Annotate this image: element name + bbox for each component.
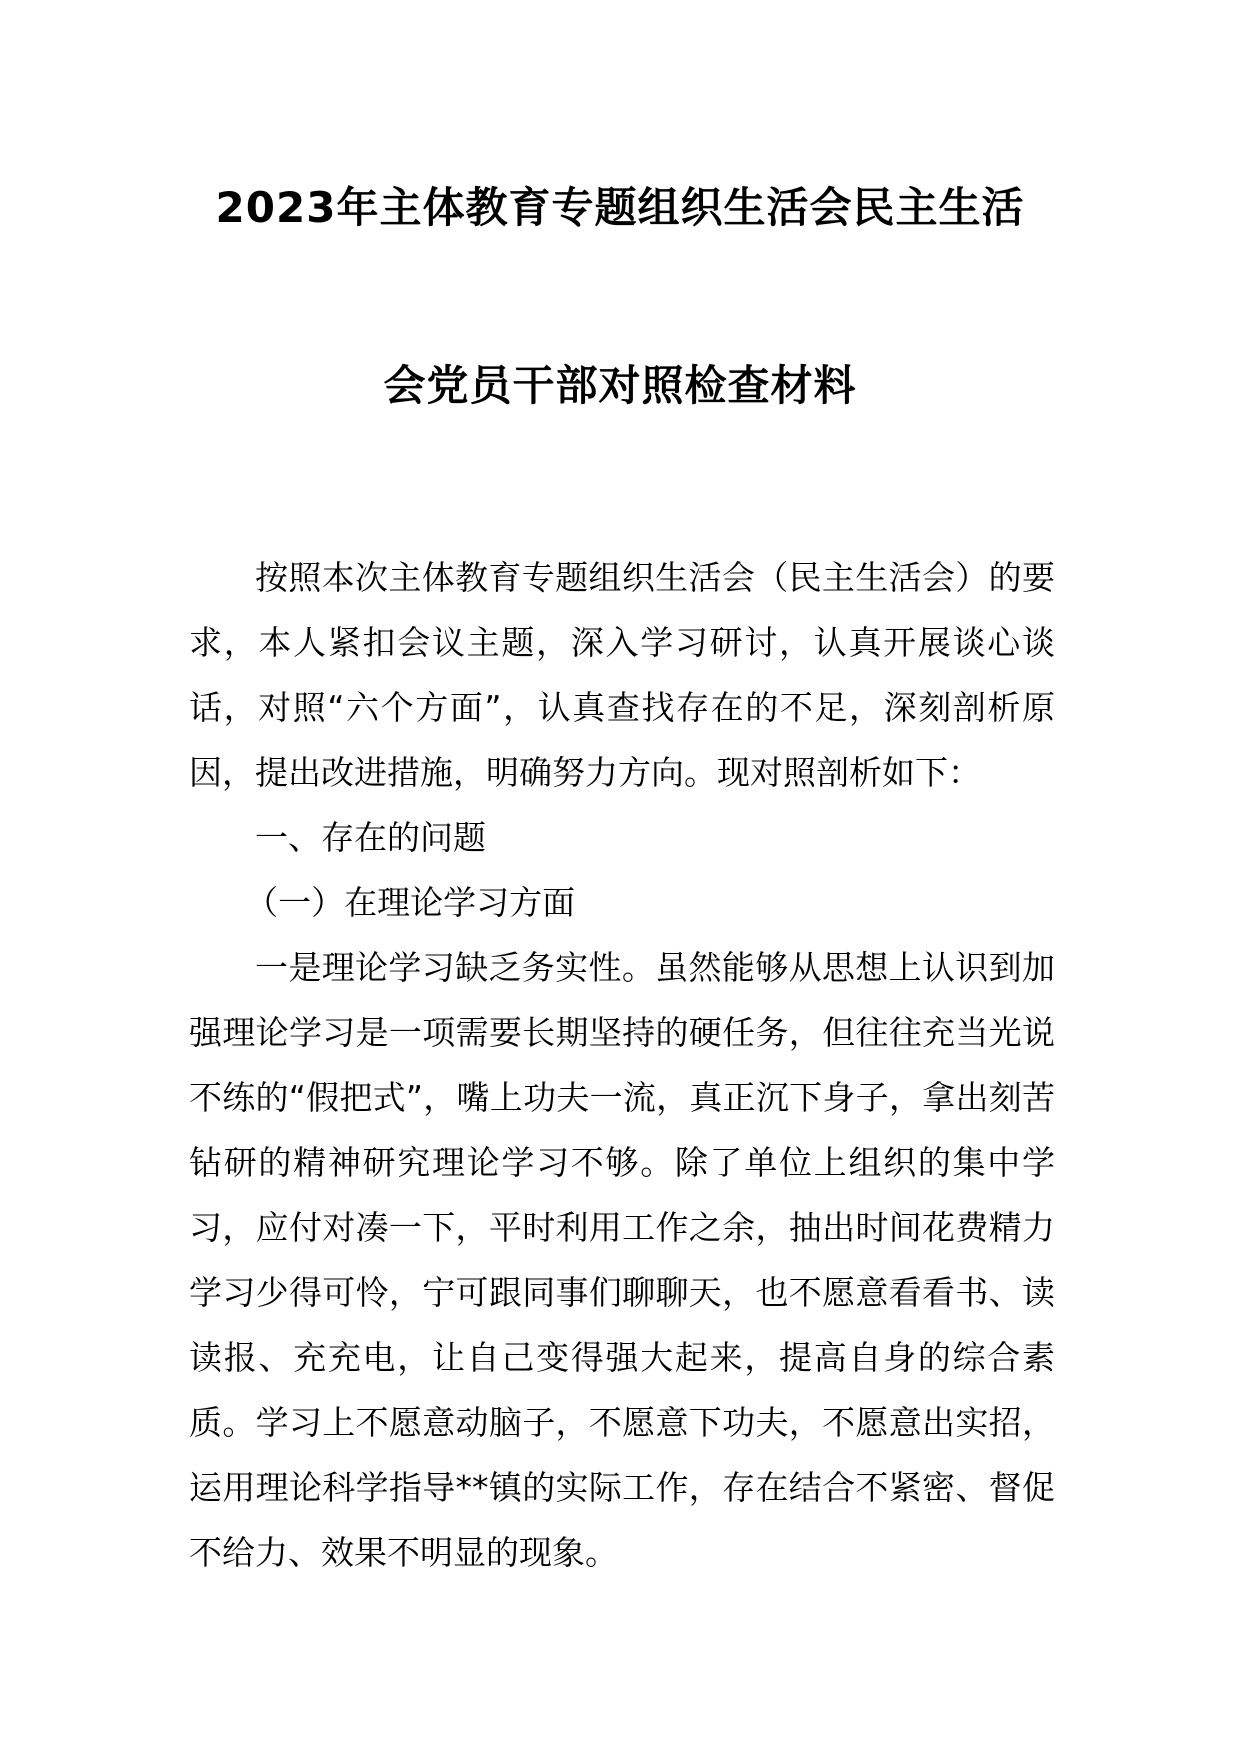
section-heading: 一、存在的问题 xyxy=(255,818,486,857)
document-title-line-1: 2023年主体教育专题组织生活会民主生活 xyxy=(215,183,1025,232)
body-paragraph: 一是理论学习缺乏务实性。虽然能够从思想上认识到加强理论学习是一项需要长期坚持的硬任务，但往往充当光说不练的“假把式”，嘴上功夫一流，真正沉下身子，拿出刻苦钻研的精神研究理论学习不够。除了单位上组织的集中学习，应付对凑一下，平时利用工作之余，抽出时间花费精力学习少得可怜，宁可跟同事们聊聊天，也不愿意看看书、读读报、充充电，让自己变得强大起来，提高自身的综合素质。学习上不愿意动脑子，不愿意下功夫，不愿意出实招，运用理论科学指导**镇的实际工作，存在结合不紧密、督促不给力、效果不明显的现象。 xyxy=(189,948,1055,1572)
document-title-line-2: 会党员干部对照检查材料 xyxy=(383,361,857,410)
intro-paragraph: 按照本次主体教育专题组织生活会（民主生活会）的要求，本人紧扣会议主题，深入学习研讨，认真开展谈心谈话，对照“六个方面”，认真查找存在的不足，深刻剖析原因，提出改进措施，明确努力方向。现对照剖析如下： xyxy=(189,558,1055,792)
subsection-heading: （一）在理论学习方面 xyxy=(245,883,576,922)
document-body xyxy=(189,545,1055,1585)
